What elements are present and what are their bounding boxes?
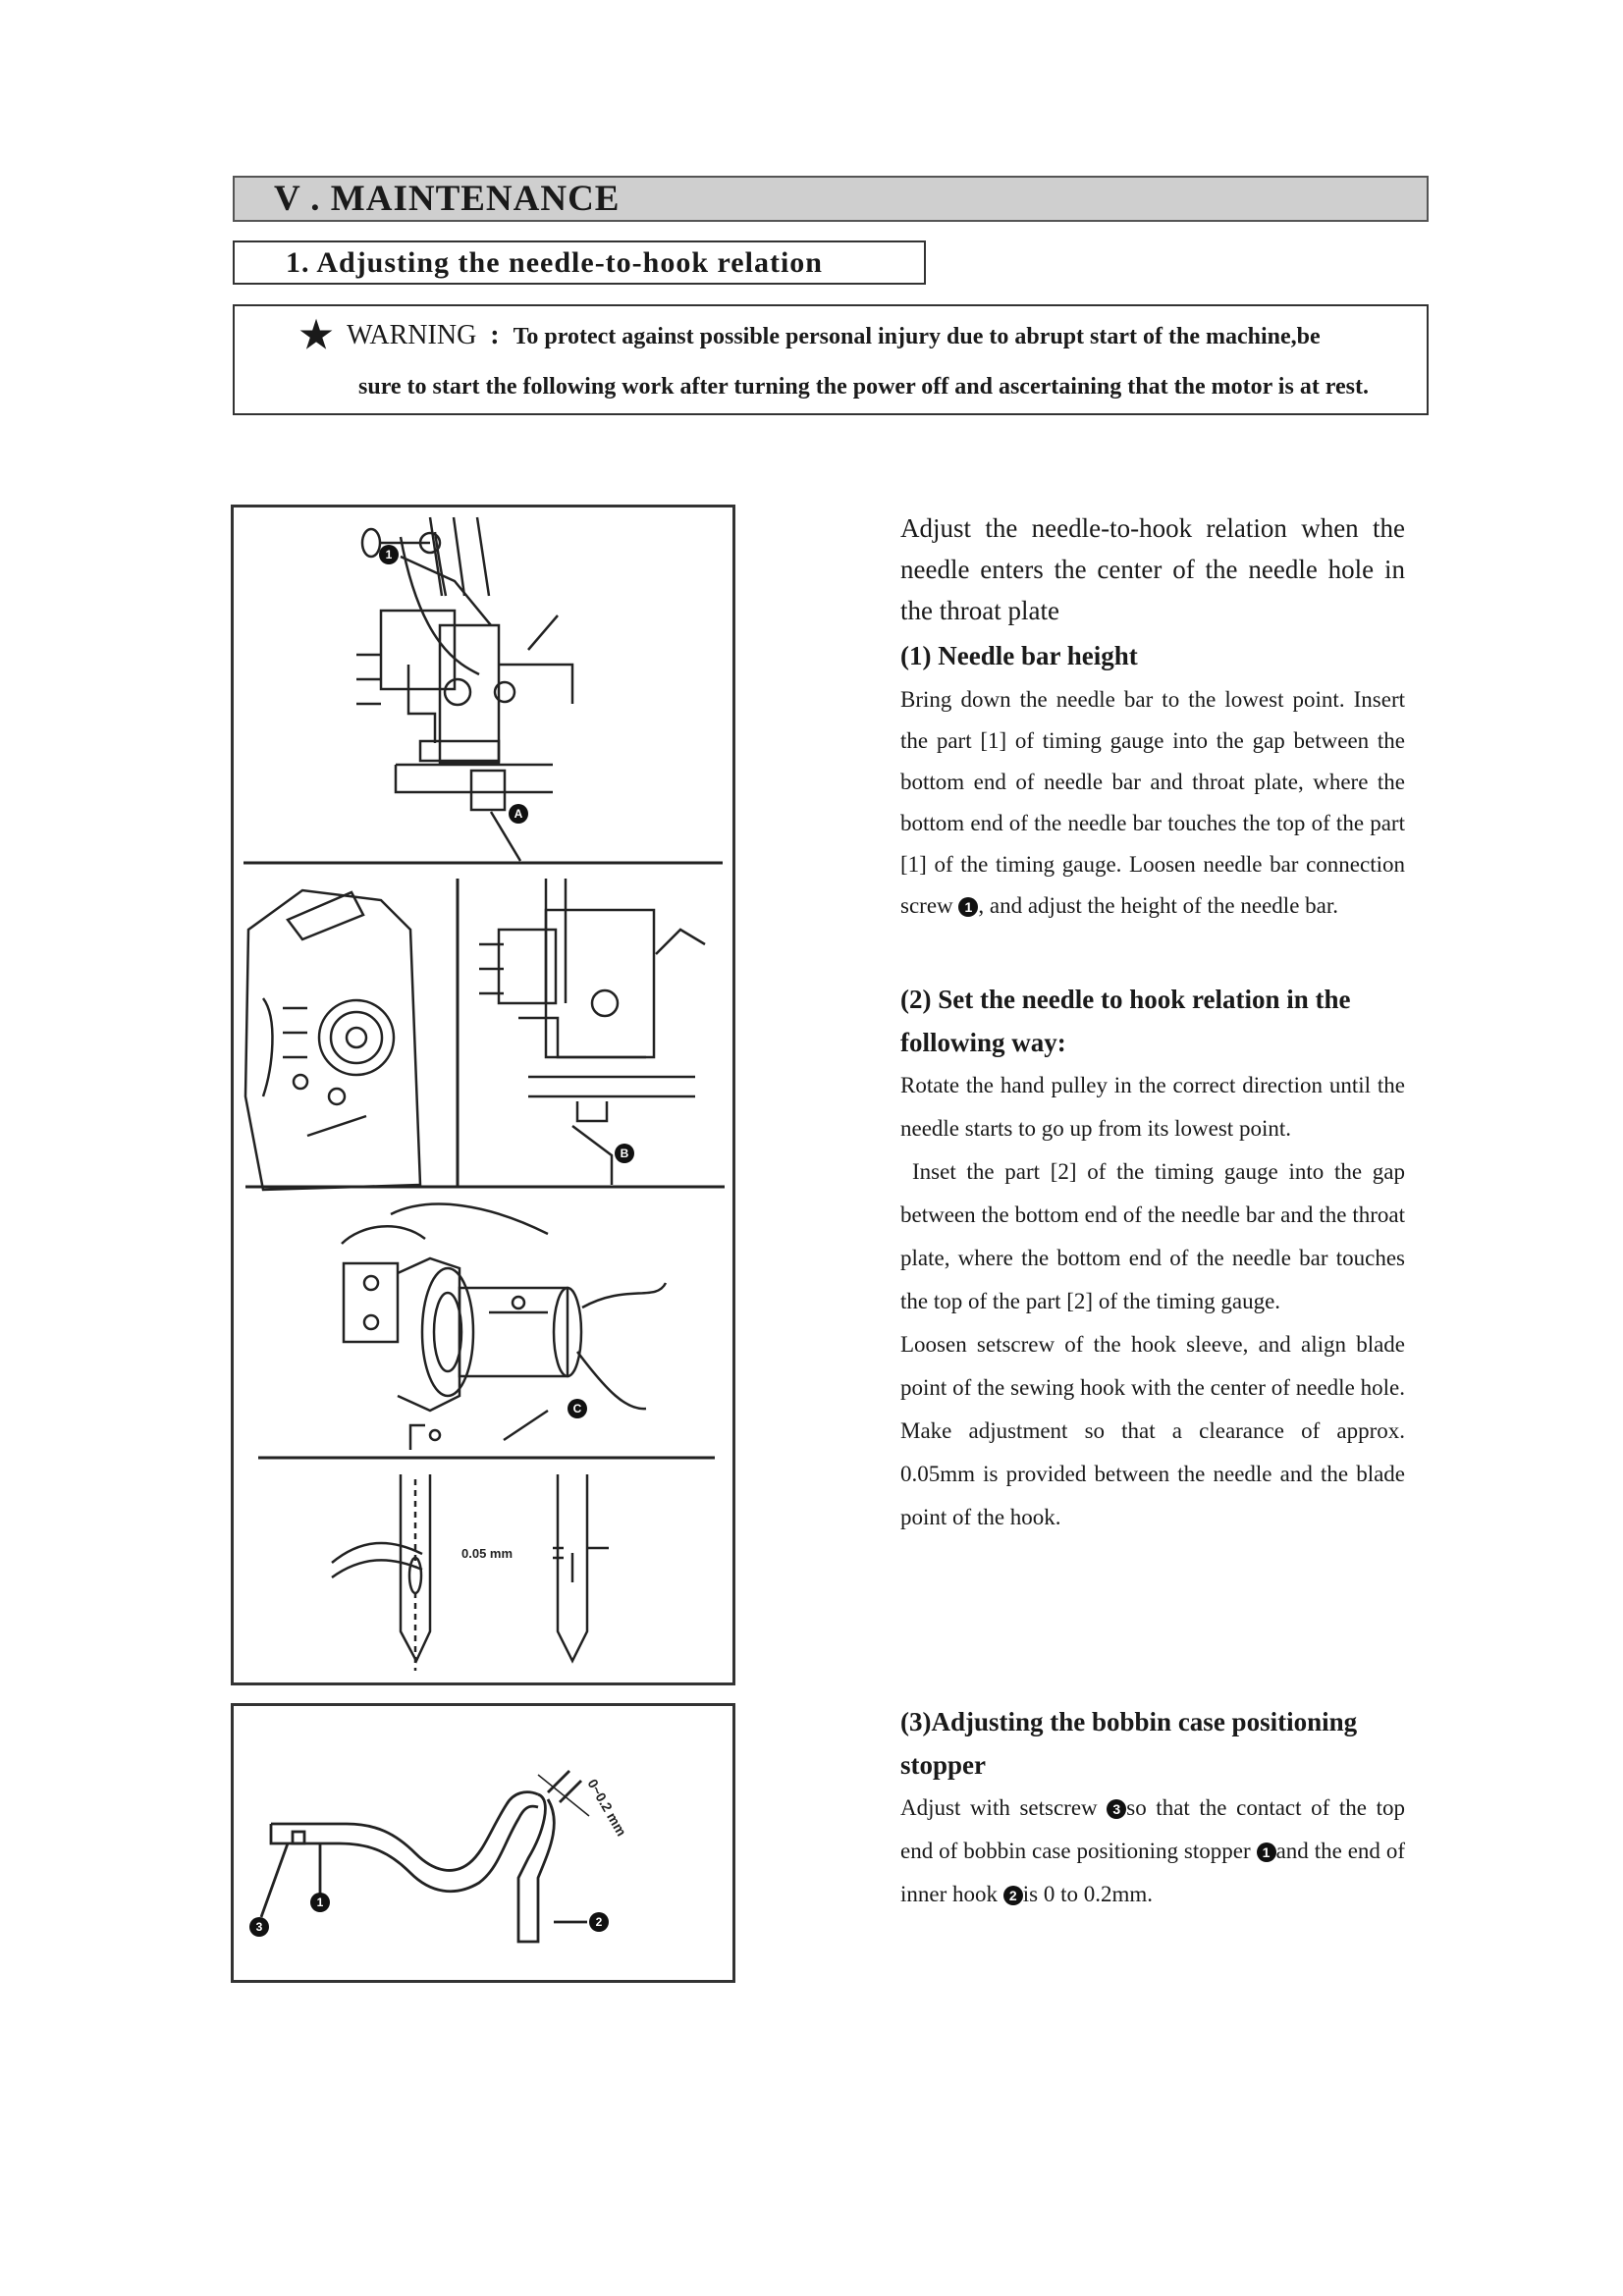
step2-body-b: Inset the part [2] of the timing gauge into the gap between the bottom end of the needle bar and the throat plate, where the bottom end of the needle bar touches the top of the part [2] of the timing gauge. xyxy=(900,1159,1405,1313)
step2-block xyxy=(900,978,1405,1539)
step1-heading: (1) Needle bar height xyxy=(900,641,1138,670)
fig-point-a-label: A xyxy=(514,807,523,821)
intro-block xyxy=(900,507,1405,631)
step1-body xyxy=(900,679,1405,927)
bobbin-stopper-illustration xyxy=(234,1706,732,1980)
warning-label: WARNING xyxy=(347,320,477,350)
section-title: V . MAINTENANCE xyxy=(233,176,1429,222)
step2-body-a: Rotate the hand pulley in the correct direction until the needle starts to go up from its lowest point. xyxy=(900,1073,1405,1141)
intro-paragraph: Adjust the needle-to-hook relation when the needle enters the center of the needle hole in the throat plate xyxy=(900,513,1405,625)
step3-bullet-2: 2 xyxy=(1003,1886,1023,1905)
bobbin-stopper-figure xyxy=(231,1703,735,1983)
fig-screw-1-label: 1 xyxy=(385,548,393,561)
warning-colon: : xyxy=(490,320,500,350)
fig-part-1-label: 1 xyxy=(316,1896,324,1909)
step1-body-text: Bring down the needle bar to the lowest point. Insert the part [1] of timing gauge into the gap between the bottom end of needle bar and throat plate, where the bottom end of the needle bar touches the top of the part [1] of the timing gauge. Loosen needle bar connection screw xyxy=(900,687,1405,918)
warning-text-1: To protect against possible personal injury due to abrupt start of the machine,be xyxy=(513,324,1321,349)
fig-clearance-label: 0.05 mm xyxy=(461,1546,514,1561)
step3-text-3: and the end of inner hook xyxy=(900,1839,1405,1906)
fig-point-c-label: C xyxy=(572,1402,582,1415)
step3-text-4: is 0 to 0.2mm. xyxy=(1022,1882,1154,1906)
step2-heading: (2) Set the needle to hook relation in the following way: xyxy=(900,985,1351,1057)
step2-body-c: Loosen setscrew of the hook sleeve, and align blade point of the sewing hook with the center of needle hole. Make adjustment so that a clearance of approx. 0.05mm is provided between the needle and the blade point of the hook. xyxy=(900,1332,1405,1529)
star-icon: ★ xyxy=(299,315,334,356)
subsection-title: 1. Adjusting the needle-to-hook relation xyxy=(233,240,926,285)
step3-text-1: Adjust with setscrew xyxy=(900,1795,1108,1820)
step3-bullet-1: 1 xyxy=(1257,1842,1276,1862)
step1-body-tail: , and adjust the height of the needle bar. xyxy=(978,893,1338,918)
fig-part-2-label: 2 xyxy=(595,1915,603,1929)
step3-block xyxy=(900,1700,1405,1916)
warning-line-1 xyxy=(299,312,1321,360)
needle-hook-illustration xyxy=(234,507,732,1682)
step3-heading: (3)Adjusting the bobbin case positioning stopper xyxy=(900,1707,1358,1780)
step3-body xyxy=(900,1787,1405,1916)
fig-part-3-label: 3 xyxy=(255,1920,263,1934)
step1-screw-bullet: 1 xyxy=(958,897,978,917)
fig-stopper-gap-label: 0~0.2 mm xyxy=(584,1776,630,1840)
step3-bullet-3: 3 xyxy=(1107,1799,1126,1819)
warning-text-2: sure to start the following work after turning the power off and ascertaining that the motor is at rest. xyxy=(358,374,1370,400)
step1-block xyxy=(900,634,1405,927)
needle-hook-figure xyxy=(231,505,735,1685)
fig-point-b-label: B xyxy=(620,1147,629,1160)
step3-text-2: so that the contact of the top end of bobbin case positioning stopper xyxy=(900,1795,1405,1863)
warning-box xyxy=(233,304,1429,415)
